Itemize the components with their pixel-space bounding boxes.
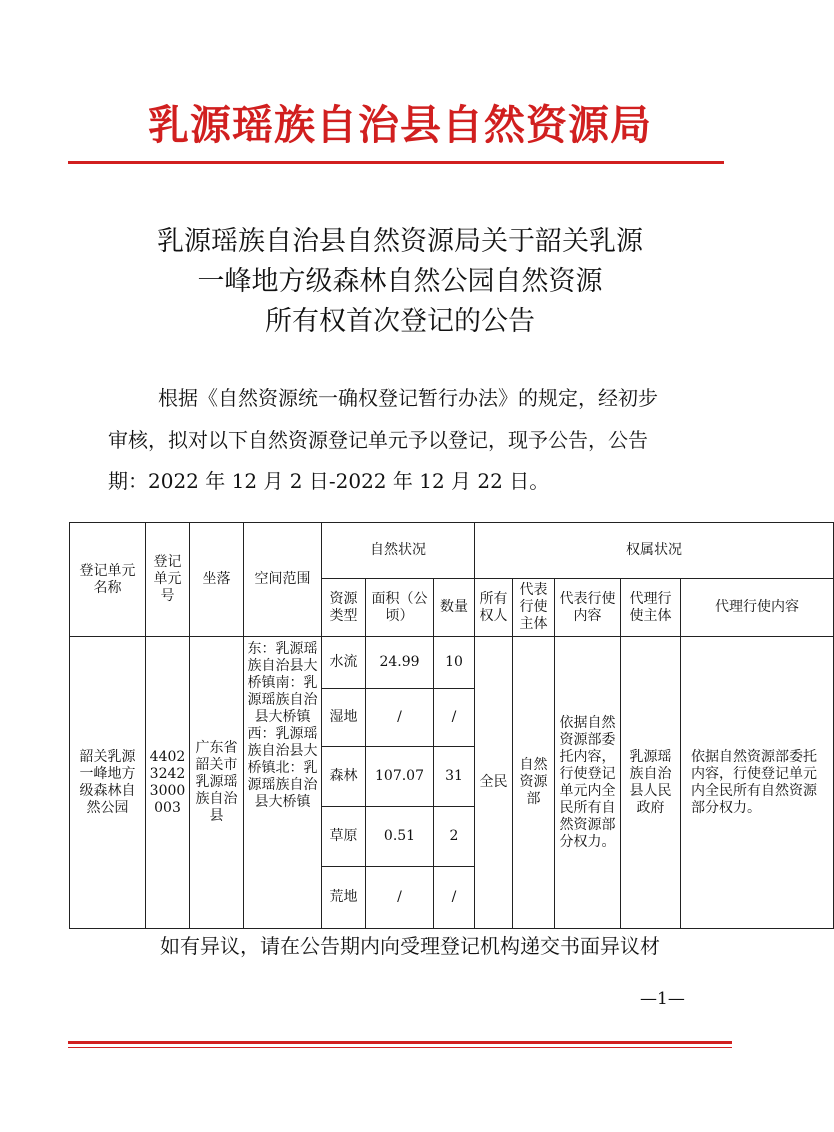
cell-count: 31 xyxy=(434,747,475,807)
body-line-2: 审核，拟对以下自然资源登记单元予以登记，现予公告，公告 xyxy=(108,427,648,452)
header-agent-subject: 代理行使主体 xyxy=(621,579,681,637)
issuing-authority-header: 乳源瑶族自治县自然资源局 xyxy=(148,101,652,149)
body-line-1: 根据《自然资源统一确权登记暂行办法》的规定，经初步 xyxy=(158,386,658,410)
registration-table xyxy=(69,522,834,929)
cell-area: 24.99 xyxy=(366,637,434,689)
cell-location: 广东省韶关市乳源瑶族自治县 xyxy=(190,637,244,929)
header-space-range: 空间范围 xyxy=(244,523,322,637)
header-agent-content: 代理行使内容 xyxy=(681,579,834,637)
closing-paragraph: 如有异议，请在公告期内向受理登记机构递交书面异议材 xyxy=(160,934,660,958)
footer-red-rule-thin xyxy=(68,1047,732,1048)
cell-area: 107.07 xyxy=(366,747,434,807)
cell-count: / xyxy=(434,867,475,929)
cell-agent-content: 依据自然资源部委托内容，行使登记单元内全民所有自然资源部分权力。 xyxy=(681,637,834,929)
cell-resource-type: 水流 xyxy=(322,637,366,689)
registration-table-wrapper xyxy=(69,522,818,929)
document-title-line-2: 一峰地方级森林自然公园自然资源 xyxy=(197,266,603,297)
header-area: 面积（公顷） xyxy=(366,579,434,637)
header-ownership-status: 权属状况 xyxy=(475,523,834,579)
header-resource-type: 资源类型 xyxy=(322,579,366,637)
header-unit-number: 登记单元号 xyxy=(146,523,190,637)
cell-agent-subject: 乳源瑶族自治县人民政府 xyxy=(621,637,681,929)
header-red-rule xyxy=(68,161,724,164)
cell-resource-type: 荒地 xyxy=(322,867,366,929)
cell-count: 10 xyxy=(434,637,475,689)
cell-count: / xyxy=(434,689,475,747)
document-title-line-1: 乳源瑶族自治县自然资源局关于韶关乳源 xyxy=(157,226,643,257)
cell-space-range: 东：乳源瑶族自治县大桥镇南：乳源瑶族自治县大桥镇西：乳源瑶族自治县大桥镇北：乳源瑶族自治县大桥镇 xyxy=(244,637,322,929)
header-unit-name: 登记单元名称 xyxy=(70,523,146,637)
body-line-3: 期：2022 年 12 月 2 日-2022 年 12 月 22 日。 xyxy=(108,469,550,493)
cell-rep-content: 依据自然资源部委托内容，行使登记单元内全民所有自然资源部分权力。 xyxy=(555,637,621,929)
header-natural-status: 自然状况 xyxy=(322,523,475,579)
document-title xyxy=(90,222,710,342)
cell-resource-type: 湿地 xyxy=(322,689,366,747)
document-title-line-3: 所有权首次登记的公告 xyxy=(265,306,535,337)
header-count: 数量 xyxy=(434,579,475,637)
announcement-body xyxy=(108,378,708,503)
cell-owner: 全民 xyxy=(475,637,513,929)
cell-resource-type: 草原 xyxy=(322,807,366,867)
header-rep-content: 代表行使内容 xyxy=(555,579,621,637)
cell-rep-subject: 自然资源部 xyxy=(513,637,555,929)
cell-count: 2 xyxy=(434,807,475,867)
cell-area: 0.51 xyxy=(366,807,434,867)
cell-area: / xyxy=(366,867,434,929)
cell-area: / xyxy=(366,689,434,747)
header-owner: 所有权人 xyxy=(475,579,513,637)
cell-unit-number: 440232423000003 xyxy=(146,637,190,929)
page-number: —1— xyxy=(640,989,685,1009)
header-location: 坐落 xyxy=(190,523,244,637)
footer-red-rule-thick xyxy=(68,1041,732,1044)
cell-resource-type: 森林 xyxy=(322,747,366,807)
header-rep-subject: 代表行使主体 xyxy=(513,579,555,637)
cell-unit-name: 韶关乳源一峰地方级森林自然公园 xyxy=(70,637,146,929)
